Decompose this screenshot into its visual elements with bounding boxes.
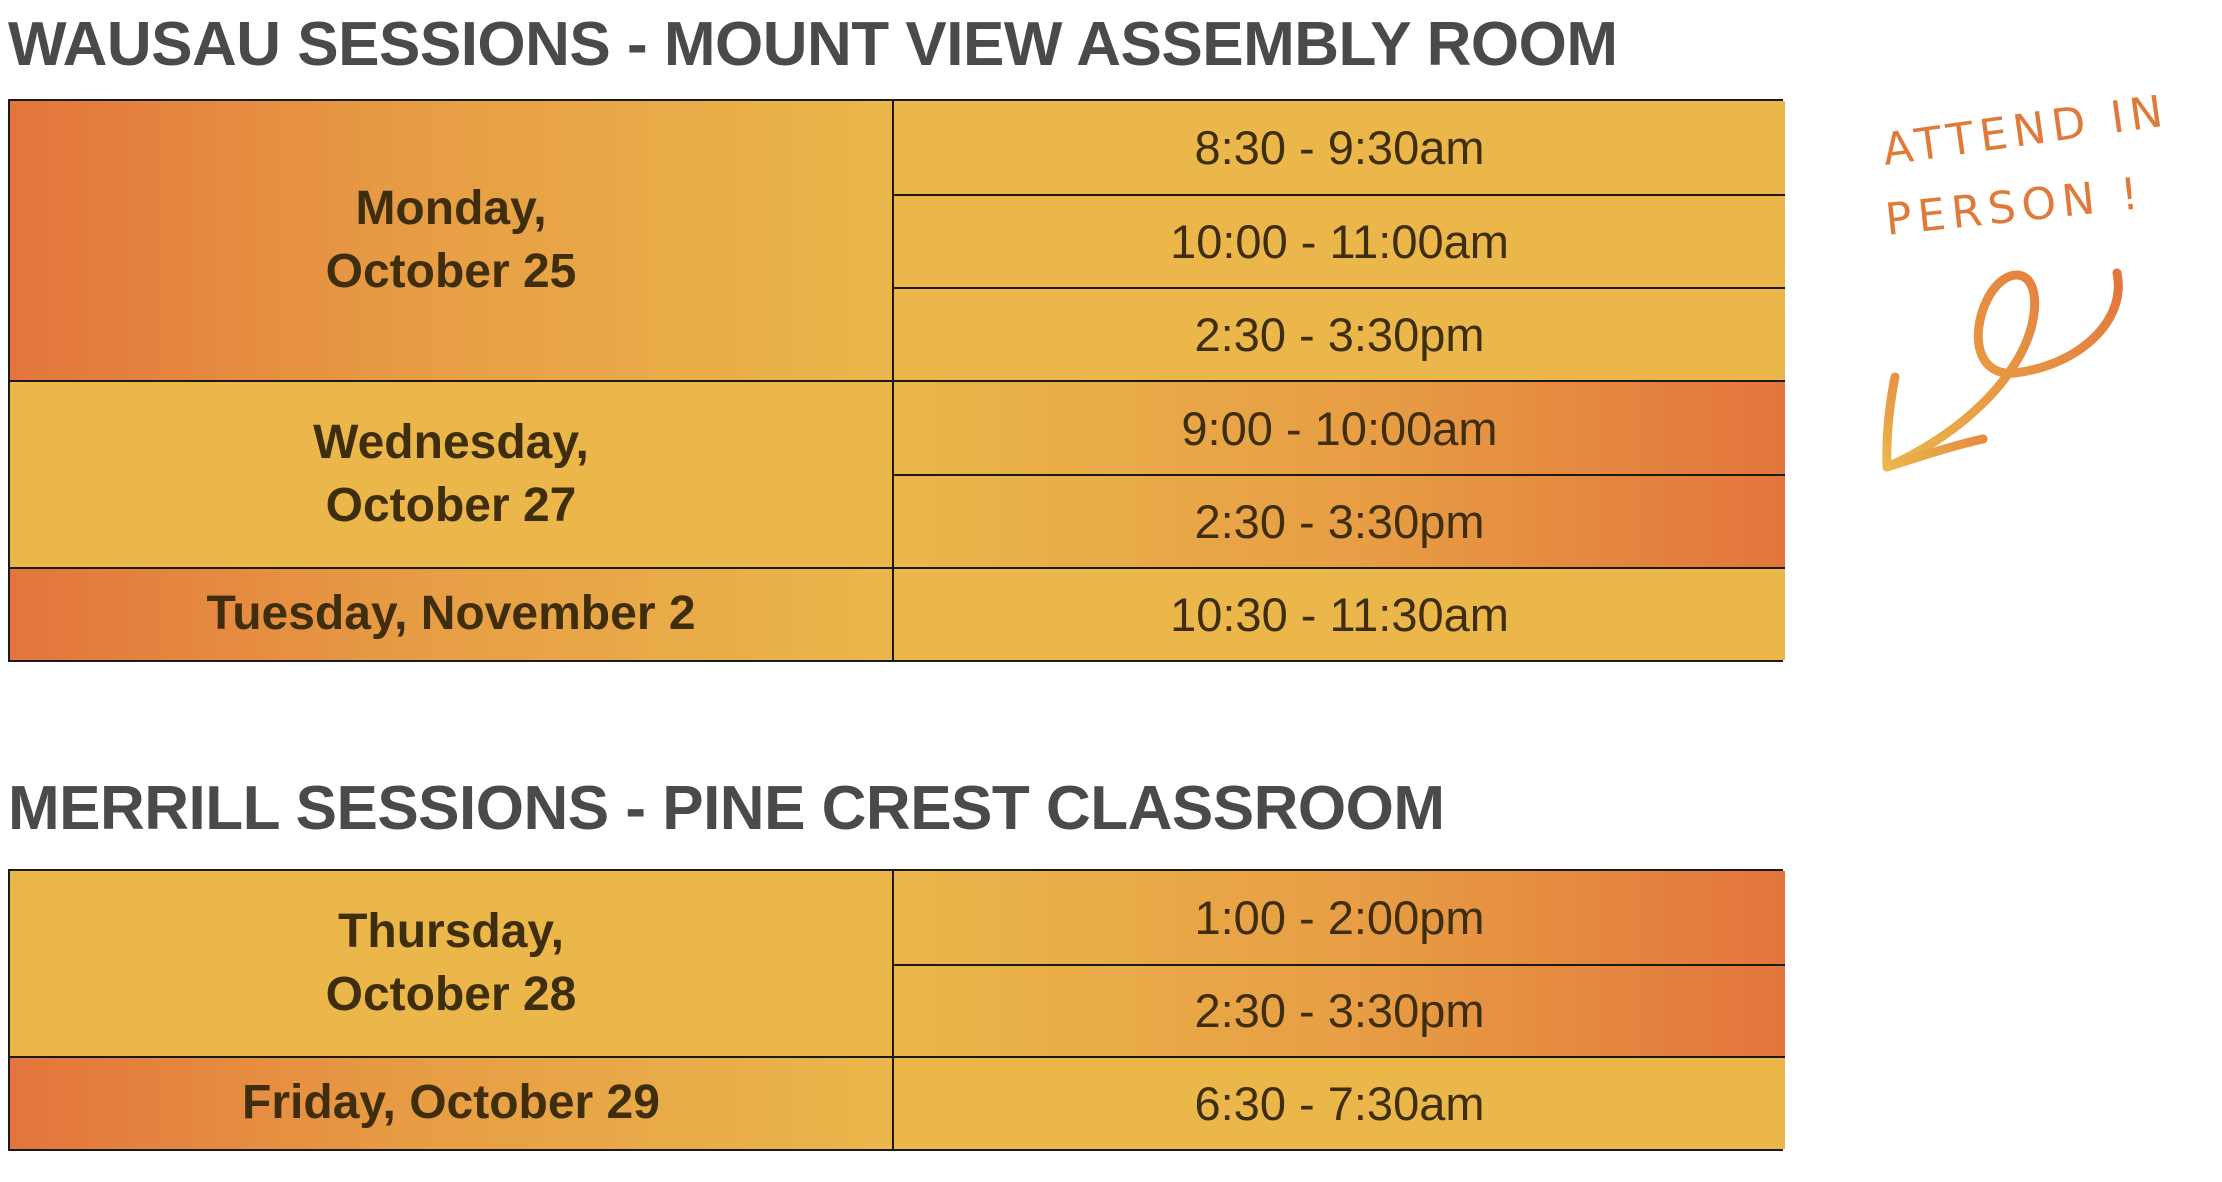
day-label: Thursday, October 28: [325, 905, 577, 1021]
time-cell: 8:30 - 9:30am: [894, 101, 1785, 194]
merrill-schedule-table: [8, 869, 1783, 1151]
merrill-heading: MERRILL SESSIONS - PINE CREST CLASSROOM: [8, 774, 1445, 843]
day-label: Tuesday, November 2: [206, 587, 696, 641]
wausau-schedule-table: [8, 99, 1783, 662]
day-label: Monday, October 25: [325, 182, 577, 298]
time-cell: 1:00 - 2:00pm: [894, 871, 1785, 964]
day-cell: [10, 380, 894, 566]
note-line-1: ATTEND IN: [1879, 95, 2172, 176]
hand-drawn-arrow-icon: [1887, 273, 2119, 467]
time-cell: 2:30 - 3:30pm: [894, 287, 1785, 380]
day-cell: [10, 101, 894, 380]
time-cell: 2:30 - 3:30pm: [894, 964, 1785, 1057]
day-label: Wednesday, October 27: [313, 416, 589, 532]
day-cell: [10, 567, 894, 660]
time-cell: 9:00 - 10:00am: [894, 380, 1785, 473]
time-cell: 10:30 - 11:30am: [894, 567, 1785, 660]
attend-in-person-note: [1865, 95, 2195, 515]
note-line-2: PERSON !: [1882, 168, 2147, 246]
note-graphic: [1865, 95, 2195, 515]
wausau-heading: WAUSAU SESSIONS - MOUNT VIEW ASSEMBLY ROOM: [8, 10, 1618, 79]
day-cell: [10, 1056, 894, 1149]
time-cell: 2:30 - 3:30pm: [894, 474, 1785, 567]
time-cell: 10:00 - 11:00am: [894, 194, 1785, 287]
time-cell: 6:30 - 7:30am: [894, 1056, 1785, 1149]
day-label: Friday, October 29: [242, 1076, 660, 1130]
day-cell: [10, 871, 894, 1056]
